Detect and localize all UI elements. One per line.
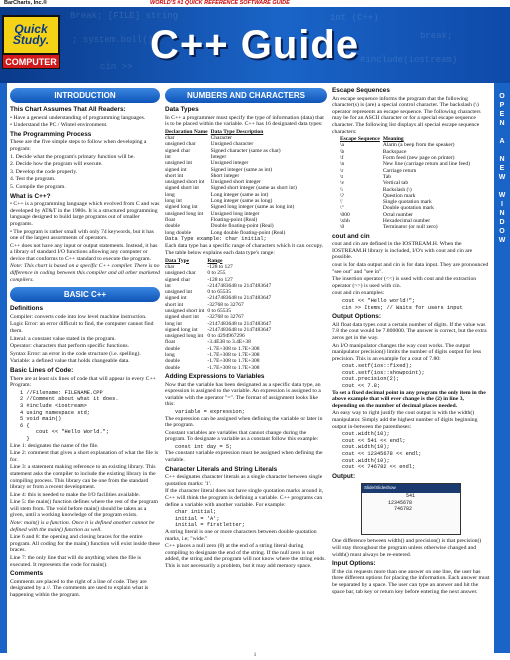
right-band-letter: E [499,111,505,118]
table-row [165,185,300,191]
right-band-letter: D [499,219,505,226]
line-explain: Line 5: the main() function defines where the rest of the program will stem from. The void before main() should be taken as a given, until a working knowledge of the program exists. [10,499,158,519]
definition: Compiler: converts code into low level machine instruction. [10,313,147,320]
right-band-letter: W [498,237,506,244]
table-cell: Double floating-point (Real) [210,223,274,230]
what-text: C++ does not have any input or output statements. Instead, it has a library of standard I/O functions allowing any computer or device that conforms to C++ standard to execute the program. [10,242,158,262]
table-cell: unsigned long int [165,210,204,217]
table-cell: unsigned char [165,141,196,148]
chars-text: C++ places a null zero (0) at the end of a string literal during compiling to designate the end of the string. If the null zero is not added, the string and the program will not know where the string ends. This is not necessarily a problem, but it may add memory space. [165,543,326,569]
table-cell: Character [210,135,232,142]
table-cell: Signed short integer (same as short int) [210,185,297,192]
data-types-heading: Data Types [165,106,199,113]
table-cell: unsigned int [165,289,193,296]
right-band-letter: O [499,93,505,100]
lines-text: There are at least six lines of code that will appear in every C++ Program: [10,375,156,389]
code-line: cout.width(10); [342,431,390,438]
code-line: char initial; [175,509,217,516]
column-left [10,88,160,600]
code-line: cout.width(10); [342,444,390,451]
table-cell: Long integer (same as int) [210,191,269,198]
ghost-code: int (C++) [330,13,379,23]
table-cell: -128 to 127 [207,276,233,283]
code-line: variable = expression; [175,408,245,415]
process-step: 1. Decide what the program's primary function will be. [10,153,135,160]
code-line: cout << 541 << endl; [342,437,406,444]
table-cell: unsigned int [165,160,193,167]
table-cell: \? [340,192,344,199]
table-cell: \t [340,173,344,180]
table-cell: char [165,263,175,270]
output-window-title: Slide/Slideshow [362,484,460,493]
code-line: 4 using namespace std; [20,409,90,416]
table-cell: signed long int [165,204,198,211]
table-cell: unsigned short int [165,179,205,186]
column-header: Meaning [382,136,404,143]
code-line: 6 { [20,422,30,429]
table-cell: Unsigned short integer [210,179,261,186]
table-cell: long int [165,320,182,327]
table-cell: signed int [165,166,187,173]
process-step: 3. Develop the code properly. [10,168,78,175]
process-text: These are the five simple steps to follow when developing a program: [10,139,147,152]
line-explain: Line 4: this is needed to make the I/O facilities available. [10,491,140,498]
what-heading: What is C++? [10,192,51,200]
table-cell: Vertical tab [382,180,409,187]
assign-heading: Adding Expressions to Variables [165,372,265,380]
table-cell: Signed long integer (same as long int) [210,204,295,211]
right-band [494,83,510,653]
table-cell: int [165,153,171,160]
comments-text: Comments are placed to the right of a line of code. They are designated by a //. The comments are used to explain what is happening within the program. [10,578,149,598]
table-cell: double [165,223,180,230]
escape-heading: Escape Sequences [332,87,390,94]
code-line: } [20,435,30,442]
table-cell: Question mark [382,192,416,199]
code-line: cout << "Hello World."; [20,429,110,436]
chars-heading: Character Literals and String Literals [165,465,278,473]
ghost-code: ; system.boll(); [72,35,159,45]
table-cell: Terminator (or null zero) [382,224,438,231]
table-cell: \" [340,205,344,212]
line-explain: Line 1: designates the name of the file. [10,442,99,449]
cincout-text: cout and cin are defined in the IOSTREAM.H. When the IOSTREAM.H library is included, I/O's with cout and cin are possible. [332,241,473,261]
table-cell: Double quotation mark [382,205,434,212]
code-line: cout << 12345678 << endl; [342,451,422,458]
right-band-letter: N [499,156,505,163]
table-cell: -2147483648 to 2147483647 [207,320,272,327]
right-band-letter: E [499,165,505,172]
table-cell: \n [340,161,345,168]
cincout-text: cout and cin examples: [332,290,385,297]
note-text: Note: This chart is based on a specific C++ compiler. There is no difference in coding between this compiler and all other marketed compilers. [10,263,160,283]
column-middle [165,88,327,571]
section-heading-basic: BASIC C++ [10,287,160,302]
data-types-table [165,129,300,236]
column-header: Escape Sequence [340,136,380,143]
column-header: Data Type [165,257,190,264]
assign-text: Now that the variable has been designated as a specific data type, an expression is assigned to the variable. An expression is assigned to a variable with the operator "=". The format of assignment looks like this: [165,381,321,408]
table-cell: Signed integer (same as int) [210,166,273,173]
table-cell: Short integer [210,172,240,179]
line-explain: Line 2: comment that gives a short explanation of what the file is for. [10,450,159,463]
range-text: Each data type has a specific range of characters which it can occupy. The table below explains each data type's range: [165,243,324,257]
column-right [332,88,490,596]
assumes-item: • Have a general understanding of programming languages. [10,114,146,121]
table-row [340,224,473,230]
table-cell: Carriage return [382,167,417,174]
code-line: initial = firstletter; [175,522,245,529]
definition: Logic Error: an error difficult to find, the computer cannot find them. [10,321,154,335]
logo-line1: Quick [14,22,48,36]
table-row [165,230,300,236]
cincout-text: The insertion operator (<<) is used with cout and the extraction operator (>>) is used with cin. [332,276,477,289]
code-line: cout.setf(ios::showpoint); [342,369,425,376]
table-cell: double [165,345,180,352]
table-cell: Unsigned character [210,141,254,148]
table-cell: float [165,216,176,223]
table-cell: -1.7E+308 to 1.7E+308 [207,358,260,365]
table-cell: signed short int [165,314,199,321]
table-cell: Integer [210,153,227,160]
chars-text: C++ designates character literals as a single character between single quotation marks: '1'. [165,474,323,487]
table-cell: signed char [165,276,191,283]
table-cell: Tab [382,173,392,180]
chars-text: If the character literal does not have single quotation marks around it, C++ will think the program is defining a variable. C++ programs can define a variable with another variable. For example: [165,488,324,508]
table-cell: unsigned short int [165,307,205,314]
right-band-letter: A [499,138,505,145]
lines-heading: Basic Lines of Code: [10,367,74,374]
ghost-code: break; [420,31,453,41]
output-label: Output: [332,472,356,480]
definition: Operator: characters that perform specific functions. [10,343,130,350]
table-cell: Long double floating-point (Real) [210,229,286,236]
table-cell: Octal number [382,211,413,218]
table-cell: -32768 to 32767 [207,314,244,321]
output-window [361,483,461,535]
line-explain: Note: main() is a function. Once it is defined another cannot be defined with the main() function as well. [10,520,155,533]
table-cell: Backslash (\) [382,186,412,193]
ghost-code: cin >> [100,62,133,72]
table-row [165,295,274,301]
table-cell: \f [340,155,344,162]
output-line: 746782 [394,506,413,513]
table-cell: \r [340,167,344,174]
right-band-letter: O [499,228,505,235]
right-band-letter: P [499,102,505,109]
data-types-text: In C++ a programmer must specify the type of information (data) that is to be placed within the variable. C++ has 16 designated data types: [165,114,324,128]
code-line: cout.width(10); [342,457,390,464]
table-cell: Signed character (same as char) [210,147,281,154]
chars-text: A string literal is one or more characters between double quotation marks, i.e; "wide." [165,529,317,542]
page-number: 1 [253,653,257,658]
table-cell: unsigned long int [165,333,204,340]
table-cell: Form feed (new page on printer) [382,155,455,162]
column-header: Declaration Name [165,128,208,135]
right-band-letter: N [499,120,505,127]
top-bar [0,0,510,7]
code-line: cout << "Hello world!"; [342,297,416,304]
table-cell: Hexadecimal number [382,218,431,225]
table-cell: signed long int [165,326,198,333]
table-row [165,365,274,371]
table-row [165,148,300,154]
table-cell: -1.7E+308 to 1.7E+308 [207,352,260,359]
page-title: C++ Guide [150,23,360,67]
table-cell: signed short int [165,185,199,192]
output-text: All float data types cout a certain number of digits. If the value was 7.8 the cout would be 7.800000. The answer is correct, but the extra zeros get in the way. [332,321,487,341]
table-cell: \0 [340,224,345,231]
definition: Syntax Error: an error in the code structure (i.e. spelling). [10,350,141,357]
code-line: const int day = 5; [175,443,233,450]
table-cell: int [165,282,171,289]
assumes-item: • Understand the PC / Wintel environment. [10,122,108,129]
line-explain: Line 3: a statement making reference to an existing library. This statement asks the compiler to include the existing library in the compiling process. This library can be one from the standard library or from a recent development. [10,464,156,491]
table-cell: -1.7E+308 to 1.7E+308 [207,345,260,352]
column-header: Range [207,257,223,264]
code-line: 5 void main() [20,416,62,423]
table-cell: \\ [340,186,344,193]
table-cell: 0 to 65535 [207,307,231,314]
table-cell: -3.4E38 to 3.4E+38 [207,339,251,346]
header-banner [0,7,510,83]
table-cell: Single quotation mark [382,199,432,206]
right-band-letter: W [498,192,506,199]
table-row [165,321,274,327]
code-line: initial = 'A'; [175,515,220,522]
definitions-heading: Definitions [10,305,44,313]
assign-text: The constant variable expression must be assigned when defining the variable. [165,450,323,464]
table-cell: \xhh [340,218,350,225]
code-line: cout.precision(2); [342,376,400,383]
cincout-heading: cout and cin [332,232,370,240]
table-cell: Floating-point (Real) [210,216,258,223]
table-cell: long double [165,229,192,236]
table-cell: long [165,191,175,198]
output-line: 541 [406,492,416,499]
cincout-text: cout is for data output and cin is for data input. They are pronounced "see out" and "see in". [332,261,489,275]
table-cell: \' [340,199,343,206]
table-cell: double [165,358,180,365]
column-header: Data Type Description [210,128,264,135]
ghost-code: Break; [FILE] string [70,11,179,21]
table-cell: 0 to 4294967296 [207,333,245,340]
code-line: 2 //Comment about what it does. [20,396,119,403]
table-cell: New line (carriage return and line feed) [382,161,470,168]
table-cell: -128 to 127 [207,263,233,270]
right-band-letter: W [498,174,506,181]
line-explain: Line 7: the only line that will do anything when the file is executed. It represents the code for main(). [10,555,142,568]
escape-table [340,136,473,230]
escape-text: An escape sequence informs the program that the following character(s) is (are) a special control character. The backslash (\) operator represents an escape sequence. The following characters may be for an ASCII character or for a special escape sequence character. The following list displays all special escape sequence characters: [332,95,481,135]
code-line: 1 //Filename: FILENAME.CPP [20,389,103,396]
table-cell: float [165,339,176,346]
ghost-code: #include(iostream) [360,55,458,65]
table-cell: 0 to 65535 [207,289,231,296]
comments-heading: Comments [10,570,44,578]
table-cell: signed char [165,147,191,154]
difference-text: One difference between width() and precision() is that precision() will stay throughout the program unless otherwise changed and width() must always be re-entered. [332,538,482,558]
fixed-text: To set a fixed decimal point in any program the only item in the above example that will ever change is the (2) in line 3, depending on the number of decimal places needed. [332,389,486,409]
table-cell: -1.7E+308 to 1.7E+308 [207,364,260,371]
table-cell: -2147483648 to 2147483647 [207,282,272,289]
section-heading-numbers: NUMBERS AND CHARACTERS [165,88,327,103]
process-heading: The Programming Process [10,130,92,138]
right-justify-text: An easy way to right justify the cout output is with the width() manipulator. Simply add the highest number of digits beginning output in-between the parentheses: [332,410,478,430]
table-cell: short int [165,172,184,179]
right-band-letter: I [501,201,503,208]
table-cell: signed int [165,295,187,302]
assign-text: The expression can be assigned when defining the variable or later in the program. [165,415,323,429]
table-cell: \000 [340,211,350,218]
table-cell: \a [340,142,344,149]
output-text: An I/O manipulator changes the way cout works. The output manipulator precision() limits the number of digits output for less precision. This is an example for a cout of 7.80: [332,342,482,362]
section-heading-introduction: INTRODUCTION [10,88,160,103]
code-line: cout << 746782 << endl; [342,464,416,471]
table-cell: long int [165,198,182,205]
output-options-heading: Output Options: [332,313,381,321]
publisher: BarCharts, Inc.® [4,0,48,6]
table-cell: short int [165,301,184,308]
what-text: • The program is rather small with only 74 keywords, but it has one of the largest assortments of operators. [10,228,154,242]
line-explain: Line 6 and 8: the opening and closing braces for the entire program. All coding for the main() function will exist inside these braces. [10,534,160,554]
what-text: • C++ is a programming language which evolved from C and was developed by AT&T in the 1980s. It is a structured programming language designed to build large programs out of smaller programs. [10,201,160,227]
table-row [165,204,300,210]
process-step: 5. Compile the program. [10,183,66,190]
table-cell: long [165,352,175,359]
table-cell: Alarm (a beep from the speaker) [382,142,455,149]
code-line: cout.setf(ios::fixed); [342,363,412,370]
assign-text: Constant variables are variables that cannot change during the program. To designate a variable as a constant follow this example: [165,429,319,443]
table-cell: double [165,364,180,371]
table-cell: \b [340,148,345,155]
table-cell: -2147483648 to 2147483647 [207,326,272,333]
range-table [165,258,274,371]
quickstudy-logo [2,15,60,73]
code-line: cout << 7.8; [342,383,381,390]
table-cell: char [165,135,175,142]
assumes-heading: This Chart Assumes That All Readers: [10,106,126,113]
table-cell: \v [340,180,345,187]
table-cell: Unsigned long integer [210,210,260,217]
table-cell: Long integer (same as long) [210,198,273,205]
tagline: WORLD'S #1 QUICK REFERENCE SOFTWARE GUIDE [150,0,290,6]
input-options-heading: Input Options: [332,560,376,568]
left-band [0,83,7,653]
output-line: 12345678 [388,499,413,506]
process-step: 4. Test the program. [10,176,56,183]
right-band-letter: N [499,210,505,217]
table-cell: -32768 to 32767 [207,301,244,308]
data-type-example: Data Type example: char initial; [165,235,267,242]
table-cell: unsigned char [165,270,196,277]
input-text: If the cin requests more than one answer on one line, the user has three different options for placing the information. Each answer must be separated by a space. The user can type an answer and hit the space bar, tab key or return key before entering the next answer. [332,568,490,595]
logo-line2: Study. [12,33,50,47]
definition: Variable: a defined value that holds changeable data. [10,358,130,365]
table-cell: Backspace [382,148,407,155]
code-line: 3 #include <iostream> [20,402,87,409]
code-line: cin >> Items; // Waits for users input [342,304,463,311]
table-cell: 0 to 255 [207,270,226,277]
table-cell: -2147483648 to 2147483647 [207,295,272,302]
table-cell: Unsigned integer [210,160,249,167]
process-step: 2. Decide how the program will execute. [10,161,103,168]
category-label: COMPUTER [2,55,60,69]
definition: Literal: a constant value stated in the program. [10,335,116,342]
